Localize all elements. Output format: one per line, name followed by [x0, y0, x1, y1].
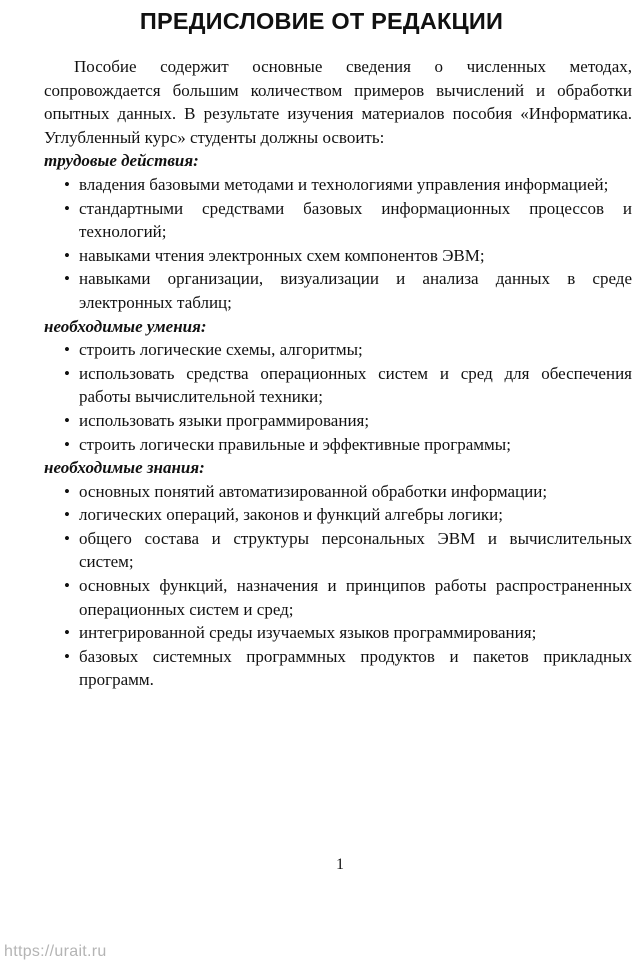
list-item [44, 621, 632, 645]
page-number: 1 [336, 856, 344, 873]
bullet-icon: • [64, 269, 70, 289]
bullet-icon: • [64, 410, 70, 430]
page-content [44, 55, 632, 692]
bullet-icon: • [64, 245, 70, 265]
list-item-text: навыками организации, визуализации и анализа данных в среде электронных таблиц; [79, 269, 632, 312]
watermark-link[interactable]: https://urait.ru [4, 943, 107, 960]
bullet-icon: • [64, 434, 70, 454]
section-label: трудовые действия: [44, 151, 199, 171]
list-item [44, 244, 632, 268]
bullet-icon: • [64, 623, 70, 643]
list-item-text: интегрированной среды изучаемых языков программирования; [79, 623, 537, 643]
list-item-text: владения базовыми методами и технологиями управления информацией; [79, 174, 609, 194]
list-item [44, 267, 632, 314]
list-item-text: базовых системных программных продуктов и пакетов прикладных программ. [79, 646, 632, 690]
list-item [44, 480, 632, 504]
list-item-text: стандартными средствами базовых информационных процессов и технологий; [79, 198, 632, 242]
list-item [44, 645, 632, 692]
list-item [44, 527, 632, 574]
list-item-text: строить логические схемы, алгоритмы; [79, 340, 363, 360]
section-labor-actions [44, 149, 632, 314]
list-item-text: использовать языки программирования; [79, 410, 370, 430]
list-item [44, 362, 632, 409]
bullet-icon: • [64, 576, 70, 596]
list-item [44, 409, 632, 433]
list-item-text: навыками чтения электронных схем компонентов ЭВМ; [79, 245, 485, 265]
list-item-text: основных функций, назначения и принципов работы распространенных операционных систем и сред; [79, 576, 632, 619]
bullet-icon: • [64, 528, 70, 548]
bullet-icon: • [64, 340, 70, 360]
list-item [44, 433, 632, 457]
list-item-text: строить логически правильные и эффективные программы; [79, 434, 511, 454]
page-title: ПРЕДИСЛОВИЕ ОТ РЕДАКЦИИ [139, 8, 504, 34]
bullet-icon: • [64, 363, 70, 383]
list-item [44, 574, 632, 621]
list-item [44, 338, 632, 362]
list-item-text: основных понятий автоматизированной обработки информации; [79, 481, 548, 501]
intro-paragraph: Пособие содержит основные сведения о численных методах, сопровождается большим количеством примеров вычислений и обработки опытных данных. В результате изучения материалов пособия «Информатика. Углубленный курс» студенты должны освоить: [44, 57, 632, 147]
bullet-icon: • [64, 505, 70, 525]
bullet-icon: • [64, 481, 70, 501]
list-item-text: использовать средства операционных систем и сред для обеспечения работы вычислительной техники; [79, 363, 632, 407]
bullet-list [44, 173, 632, 315]
list-item-text: логических операций, законов и функций алгебры логики; [79, 505, 504, 525]
section-label: необходимые знания: [44, 458, 205, 478]
list-item [44, 503, 632, 527]
section-required-knowledge [44, 456, 632, 692]
section-required-skills [44, 315, 632, 457]
bullet-icon: • [64, 646, 70, 666]
list-item [44, 173, 632, 197]
bullet-list [44, 338, 632, 456]
list-item [44, 197, 632, 244]
bullet-icon: • [64, 174, 70, 194]
list-item-text: общего состава и структуры персональных ЭВМ и вычислительных систем; [79, 528, 632, 572]
bullet-icon: • [64, 198, 70, 218]
section-label: необходимые умения: [44, 316, 207, 336]
bullet-list [44, 480, 632, 692]
